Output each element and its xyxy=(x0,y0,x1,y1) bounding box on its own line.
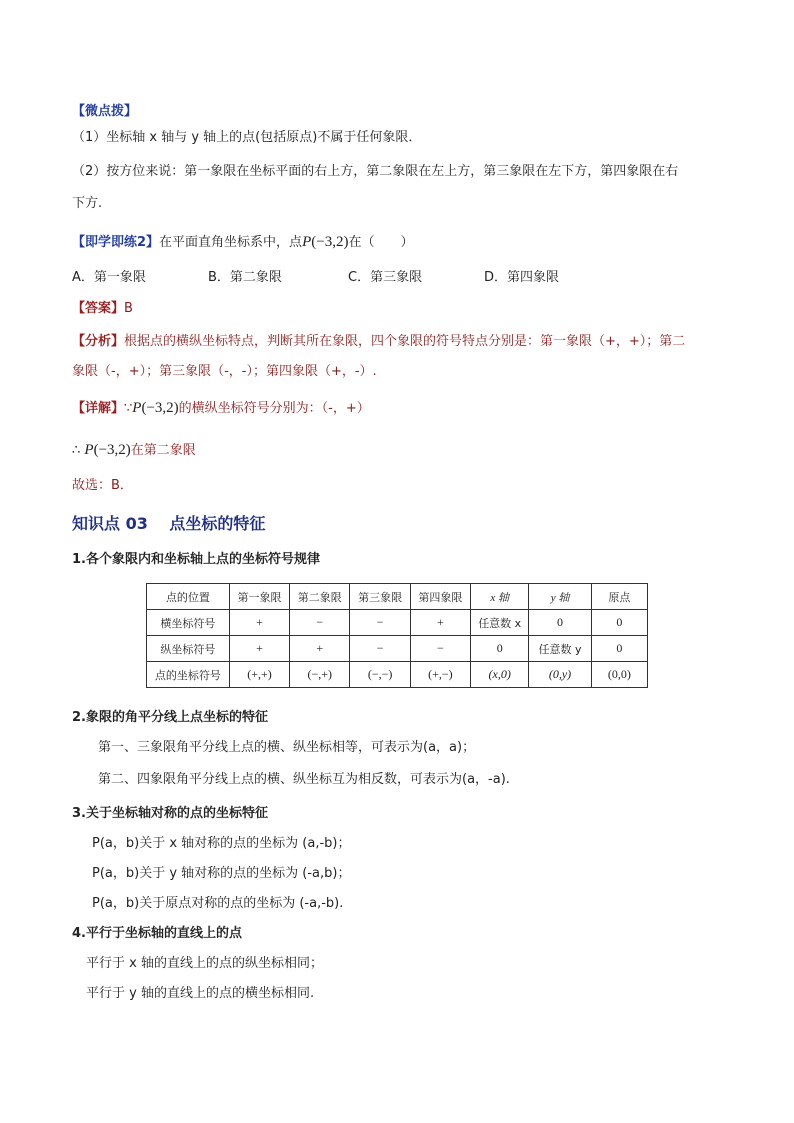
table-cell: 0 xyxy=(591,610,647,636)
detail-heading: 【详解】 xyxy=(72,401,125,416)
table-cell: − xyxy=(350,636,410,662)
table-cell: 0 xyxy=(529,610,591,636)
coordinate-sign-table xyxy=(146,583,648,688)
sub3-line-2: P(a，b)关于 y 轴对称的点的坐标为 (-a,b)； xyxy=(92,866,351,881)
tip-line-1: （1）坐标轴 x 轴与 y 轴上的点(包括原点)不属于任何象限． xyxy=(72,130,422,145)
table-cell: + xyxy=(229,636,289,662)
exercise-question: 【即学即练2】在平面直角坐标系中，点P(−3,2)在（ ） xyxy=(72,234,414,250)
table-cell: + xyxy=(229,610,289,636)
table-cell: (−,+) xyxy=(290,662,350,688)
detail-line-1: 【详解】∵P(−3,2)的横纵坐标符号分别为：（-，+） xyxy=(72,400,370,416)
answer-value: B xyxy=(124,301,133,316)
option-c[interactable]: C．第三象限 xyxy=(348,270,423,285)
table-cell: (+,+) xyxy=(229,662,289,688)
table-cell: 任意数 x xyxy=(471,610,529,636)
table-cell: 0 xyxy=(471,636,529,662)
detail-choice: 故选：B． xyxy=(72,478,133,493)
table-header-cell: 第三象限 xyxy=(350,584,410,610)
table-header-cell: 第一象限 xyxy=(229,584,289,610)
table-cell: − xyxy=(410,636,470,662)
table-cell: (0,y) xyxy=(529,662,591,688)
table-cell: 横坐标符号 xyxy=(147,610,230,636)
tip-line-2b: 下方. xyxy=(72,196,103,211)
sub3-line-1: P(a，b)关于 x 轴对称的点的坐标为 (a,-b)； xyxy=(92,836,351,851)
table-cell: (+,−) xyxy=(410,662,470,688)
table-header-cell: y 轴 xyxy=(529,584,591,610)
table-cell: + xyxy=(410,610,470,636)
sub2-line-2: 第二、四象限角平分线上点的横、纵坐标互为相反数，可表示为(a，-a). xyxy=(98,772,510,787)
exercise-heading: 【即学即练2】 xyxy=(72,235,160,250)
table-cell: (0,0) xyxy=(591,662,647,688)
sub3-title: 3.关于坐标轴对称的点的坐标特征 xyxy=(72,806,268,821)
sub1-title: 1.各个象限内和坐标轴上点的坐标符号规律 xyxy=(72,552,320,567)
table-row xyxy=(147,662,648,688)
table-cell: + xyxy=(290,636,350,662)
analysis-line-2: 象限（-，+）；第三象限（-，-）；第四象限（+，-）. xyxy=(72,364,377,379)
table-cell: 点的坐标符号 xyxy=(147,662,230,688)
sub2-line-1: 第一、三象限角平分线上点的横、纵坐标相等，可表示为(a，a)； xyxy=(98,740,476,755)
section-title: 知识点 03 点坐标的特征 xyxy=(72,514,266,533)
table-header-cell: 第四象限 xyxy=(410,584,470,610)
table-header-cell: 第二象限 xyxy=(290,584,350,610)
sub4-line-1: 平行于 x 轴的直线上的点的纵坐标相同； xyxy=(86,956,323,971)
option-a[interactable]: A．第一象限 xyxy=(72,270,146,285)
table-cell: − xyxy=(290,610,350,636)
table-header-cell: 原点 xyxy=(591,584,647,610)
sub4-line-2: 平行于 y 轴的直线上的点的横坐标相同. xyxy=(86,986,315,1001)
answer-heading: 【答案】 xyxy=(72,301,125,316)
table-row xyxy=(147,636,648,662)
table-cell: − xyxy=(350,610,410,636)
option-d[interactable]: D．第四象限 xyxy=(484,270,560,285)
option-b[interactable]: B．第二象限 xyxy=(208,270,282,285)
table-cell: (x,0) xyxy=(471,662,529,688)
table-header-row xyxy=(147,584,648,610)
exercise-options xyxy=(72,268,604,288)
table-row xyxy=(147,610,648,636)
table-cell: (−,−) xyxy=(350,662,410,688)
sub2-title: 2.象限的角平分线上点坐标的特征 xyxy=(72,710,268,725)
sub3-line-3: P(a，b)关于原点对称的点的坐标为 (-a,-b). xyxy=(92,896,344,911)
tip-heading: 【微点拨】 xyxy=(72,104,138,119)
tip-line-2: （2）按方位来说：第一象限在坐标平面的右上方，第二象限在左上方，第三象限在左下方，第四象限在右 xyxy=(72,164,679,179)
detail-line-2: ∴ P(−3,2)在第二象限 xyxy=(72,442,196,458)
sub4-title: 4.平行于坐标轴的直线上的点 xyxy=(72,926,242,941)
table-cell: 纵坐标符号 xyxy=(147,636,230,662)
table-cell: 0 xyxy=(591,636,647,662)
analysis-heading: 【分析】 xyxy=(72,334,125,349)
analysis-line-1: 【分析】根据点的横纵坐标特点，判断其所在象限，四个象限的符号特点分别是：第一象限（+，+）；第二 xyxy=(72,334,686,349)
table-cell: 任意数 y xyxy=(529,636,591,662)
table-header-cell: 点的位置 xyxy=(147,584,230,610)
table-header-cell: x 轴 xyxy=(471,584,529,610)
answer-line xyxy=(72,299,133,319)
